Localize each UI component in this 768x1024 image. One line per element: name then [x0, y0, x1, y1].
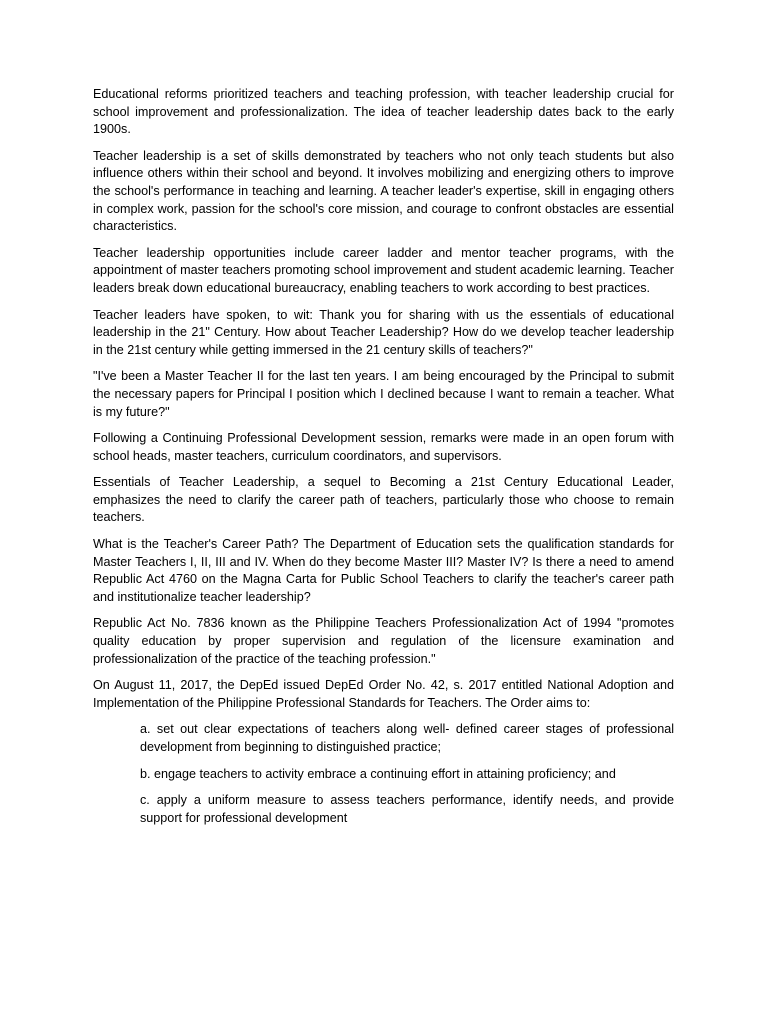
paragraph-leadership-definition: Teacher leadership is a set of skills demonstrated by teachers who not only teach students but also influence others within their school and beyond. It involves mobilizing and energizing others to improve the school's performance in teaching and learning. A teacher leader's expertise, skill in engaging others in complex work, passion for the school's core mission, and courage to confront obstacles are essential characteristics.: [93, 148, 674, 234]
paragraph-leadership-opportunities: Teacher leadership opportunities include career ladder and mentor teacher programs, with the appointment of master teachers promoting school improvement and student academic learning. Teacher leaders break down educational bureaucracy, enabling teachers to work according to best practices.: [93, 245, 674, 295]
paragraph-essentials-sequel: Essentials of Teacher Leadership, a sequel to Becoming a 21st Century Educational Leader, emphasizes the need to clarify the career path of teachers, particularly those who choose to remain teachers.: [93, 475, 674, 525]
paragraph-teacher-leaders-spoken: Teacher leaders have spoken, to wit: Thank you for sharing with us the essentials of educational leadership in the 21" Century. How about Teacher Leadership? How do we develop teacher leadership in the 21st century while getting immersed in the 21 century skills of teachers?": [93, 307, 674, 357]
list-item: a. set out clear expectations of teachers along well- defined career stages of professional development from beginning to distinguished practice;: [140, 722, 674, 754]
order-aims-list: [93, 721, 674, 827]
paragraph-cpd-session: Following a Continuing Professional Development session, remarks were made in an open forum with school heads, master teachers, curriculum coordinators, and supervisors.: [93, 431, 674, 463]
paragraph-career-path: What is the Teacher's Career Path? The Department of Education sets the qualification standards for Master Teachers I, II, III and IV. When do they become Master III? Master IV? Is there a need to amend Republic Act 4760 on the Magna Carta for Public School Teachers to clarify the teacher's career path and institutionalize teacher leadership?: [93, 537, 674, 604]
paragraph-deped-order: On August 11, 2017, the DepEd issued DepEd Order No. 42, s. 2017 entitled National Adoption and Implementation of the Philippine Professional Standards for Teachers. The Order aims to:: [93, 678, 674, 710]
list-item: b. engage teachers to activity embrace a continuing effort in attaining proficiency; and: [140, 766, 616, 781]
document-body: [93, 86, 674, 836]
paragraph-master-teacher-quote: "I've been a Master Teacher II for the last ten years. I am being encouraged by the Principal to submit the necessary papers for Principal I position which I declined because I want to remain a teacher. What is my future?": [93, 369, 674, 419]
paragraph-ra-7836: Republic Act No. 7836 known as the Philippine Teachers Professionalization Act of 1994 "promotes quality education by proper supervision and regulation of the licensure examination and professionalization of the practice of the teaching profession.": [93, 616, 674, 666]
paragraph-teacher-reforms: Educational reforms prioritized teachers and teaching profession, with teacher leadership crucial for school improvement and professionalization. The idea of teacher leadership dates back to the early 1900s.: [93, 87, 674, 137]
list-item: c. apply a uniform measure to assess teachers performance, identify needs, and provide support for professional development: [140, 793, 674, 825]
